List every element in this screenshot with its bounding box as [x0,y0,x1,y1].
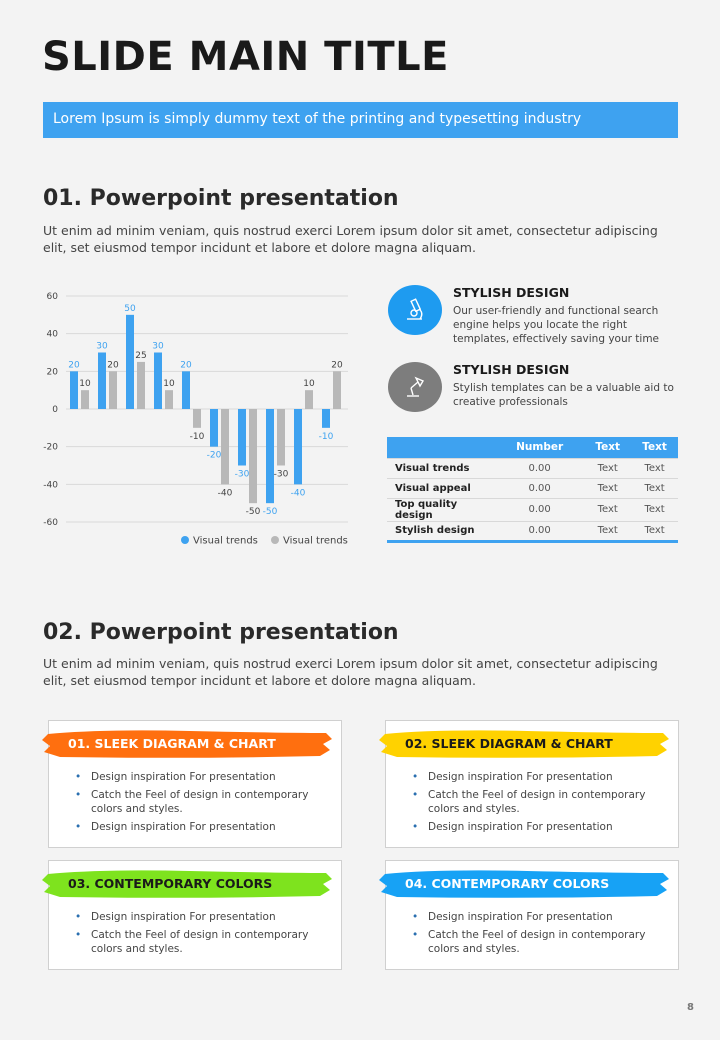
chart-bar [294,409,302,484]
table-cell: Visual appeal [387,478,495,498]
table-cell: Visual trends [387,458,495,478]
feature-title: STYLISH DESIGN [453,285,570,300]
chart-bar [81,390,89,409]
legend-marker [181,536,189,544]
list-item: • Design inspiration For presentation [412,770,652,784]
subtitle-banner: Lorem Ipsum is simply dummy text of the printing and typesetting industry [43,102,678,138]
section2-description: Ut enim ad minim veniam, quis nostrud exerci Lorem ipsum dolor sit amet, consectetur adipiscing elit, set eiusmod tempor incidunt et labore et dolore magna aliquam. [43,656,658,688]
table-cell: Text [631,498,678,521]
chart-bar [210,409,218,447]
chart-bar [70,371,78,409]
data-label: -40 [290,488,306,499]
section1-description: Ut enim ad minim veniam, quis nostrud exerci Lorem ipsum dolor sit amet, consectetur adipiscing elit, set eiusmod tempor incidunt et labore et dolore magna aliquam. [43,223,658,255]
card-bullet-list [412,910,652,960]
y-tick-label: 60 [46,292,58,302]
data-label: 50 [124,303,136,314]
chart-bar [266,409,274,503]
brush-header [40,728,330,758]
feature-text: Our user-friendly and functional search engine helps you locate the right templates, effectively saving your time [453,305,660,345]
brush-header [377,728,667,758]
list-item: • Design inspiration For presentation [75,770,315,784]
data-table [387,437,678,543]
table-header-cell [387,437,495,458]
data-label: -10 [318,431,334,442]
list-item: • Design inspiration For presentation [75,910,315,924]
table-row [387,458,678,478]
card-title: 04. CONTEMPORARY COLORS [405,876,610,891]
legend-label: Visual trends [193,535,258,547]
table-header-cell: Number [495,437,584,458]
feature-text: Stylish templates can be a valuable aid to creative professionals [453,382,674,408]
section1-title: 01. Powerpoint presentation [43,186,399,211]
card-bullet-list [75,910,315,960]
table-header-row [387,437,678,458]
table-cell: Text [584,478,631,498]
chart-bar [126,315,134,409]
data-label: 10 [163,379,175,390]
desk-lamp-icon [388,362,442,412]
card-title: 02. SLEEK DIAGRAM & CHART [405,736,613,751]
chart-bar [137,362,145,409]
y-tick-label: 20 [46,367,58,378]
data-label: -30 [234,469,250,480]
table-header-cell: Text [584,437,631,458]
list-item: • Design inspiration For presentation [75,820,315,834]
y-tick-label: -40 [43,480,58,491]
data-label: -50 [262,507,278,518]
list-item: • Catch the Feel of design in contemporary colors and styles. [412,788,652,816]
table-cell: Text [584,521,631,541]
brush-header [377,868,667,898]
microscope-icon [388,285,442,335]
list-item: • Design inspiration For presentation [412,820,652,834]
table-cell: Text [631,521,678,541]
table-row [387,498,678,521]
card-bullet-list [412,770,652,838]
card-title: 01. SLEEK DIAGRAM & CHART [68,736,276,751]
table-cell: 0.00 [495,478,584,498]
table-cell: Text [631,478,678,498]
chart-bar [305,390,313,409]
table-cell: 0.00 [495,498,584,521]
table-cell: Text [584,458,631,478]
data-label: -20 [206,450,222,461]
table-cell: 0.00 [495,521,584,541]
data-label: -10 [189,431,205,442]
data-label: 10 [303,379,315,390]
section2-title: 02. Powerpoint presentation [43,620,399,645]
chart-bar [221,409,229,484]
chart-bar [238,409,246,466]
list-item: • Catch the Feel of design in contemporary colors and styles. [75,788,315,816]
table-header-cell: Text [631,437,678,458]
data-label: 30 [152,341,164,352]
chart-bar [249,409,257,503]
card-title: 03. CONTEMPORARY COLORS [68,876,273,891]
chart-bar [109,371,117,409]
brush-header [40,868,330,898]
data-label: -40 [217,488,233,499]
data-label: 30 [96,341,108,352]
data-label: -50 [245,507,261,518]
list-item: • Design inspiration For presentation [412,910,652,924]
table-cell: Text [631,458,678,478]
legend-marker [271,536,279,544]
bar-chart [30,282,360,552]
data-label: 25 [135,350,147,361]
slide-title: SLIDE MAIN TITLE [42,34,449,80]
chart-bar [277,409,285,466]
chart-bar [322,409,330,428]
chart-bar [193,409,201,428]
y-tick-label: 40 [46,329,58,340]
list-item: • Catch the Feel of design in contemporary colors and styles. [412,928,652,956]
data-label: 20 [331,360,343,371]
table-row [387,478,678,498]
card-bullet-list [75,770,315,838]
table-cell: Top quality design [387,498,495,521]
data-label: 10 [79,379,91,390]
chart-bar [165,390,173,409]
y-tick-label: -20 [43,442,58,453]
feature-title: STYLISH DESIGN [453,362,570,377]
data-label: 20 [180,360,192,371]
page-number: 8 [687,1002,694,1013]
data-label: 20 [107,360,119,371]
y-tick-label: 0 [52,405,58,415]
list-item: • Catch the Feel of design in contemporary colors and styles. [75,928,315,956]
chart-bar [182,371,190,409]
chart-bar [333,371,341,409]
chart-bar [98,353,106,410]
data-label: -30 [273,469,289,480]
data-label: 20 [68,360,80,371]
chart-bar [154,353,162,410]
y-tick-label: -60 [43,518,58,528]
table-cell: Text [584,498,631,521]
table-cell: 0.00 [495,458,584,478]
legend-label: Visual trends [283,535,348,547]
table-row [387,521,678,541]
table-cell: Stylish design [387,521,495,541]
